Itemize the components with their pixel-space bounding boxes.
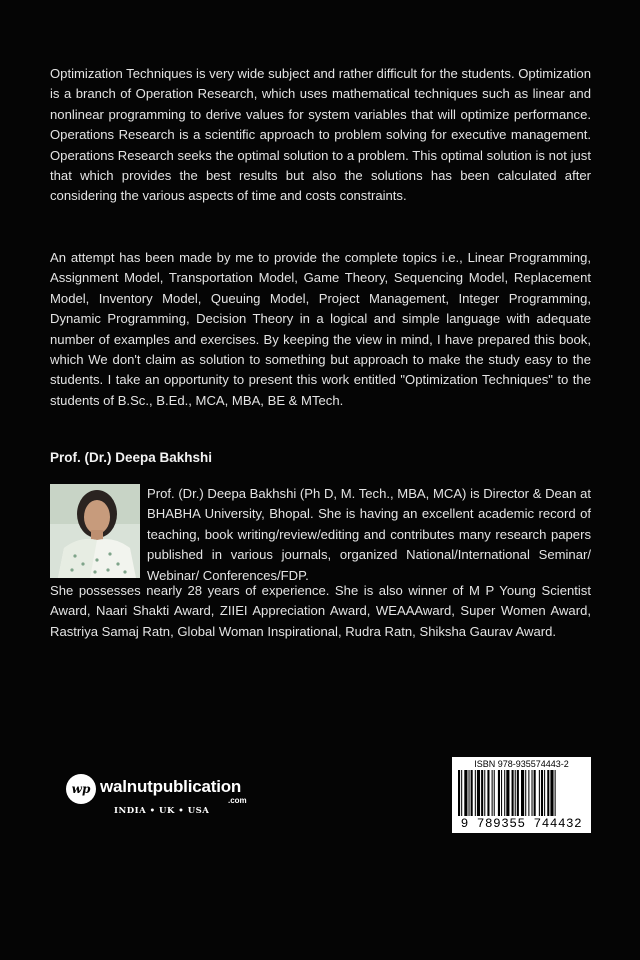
publisher-countries: INDIA • UK • USA <box>114 806 210 816</box>
author-name-heading: Prof. (Dr.) Deepa Bakhshi <box>50 450 213 465</box>
author-bio-part-2: She possesses nearly 28 years of experience. She is also winner of M P Young Scientist Award, Naari Shakti Award, ZIIEI Appreciation Award, WEAAAward, Super Women Award, Rastriya Samaj Ratn, Global Woman Inspirational, Rudra Ratn, Shiksha Gaurav Award. <box>50 583 591 639</box>
publisher-name: walnutpublication <box>100 777 242 796</box>
author-bio-part-1: Prof. (Dr.) Deepa Bakhshi (Ph D, M. Tech., MBA, MCA) is Director & Dean at BHABHA University, Bhopal. She is having an excellent academic record of teaching, book writing/review/editing and contributes many research papers published in various journals, organized National/International Seminar/ Webinar/ Conferences/FDP. <box>147 486 591 583</box>
barcode-digits: 9 789355 744432 <box>460 817 583 831</box>
walnut-logo-icon: wp <box>66 774 96 804</box>
publisher-logo <box>66 774 266 824</box>
blurb-paragraph-1: Optimization Techniques is very wide subject and rather difficult for the students. Optimization is a branch of Operation Research, which uses mathematical techniques such as linear and nonlinear programming to derive values for system variables that will optimize performance. Operations Research is a scientific approach to problem solving for executive management. Operations Research seeks the optimal solution to a problem. This optimal solution is not just that which provides the best results but also the solutions has been calculated after considering the various aspects of time and costs constraints. <box>50 66 591 204</box>
blurb-paragraph-2: An attempt has been made by me to provide the complete topics i.e., Linear Programming, Assignment Model, Transportation Model, Game Theory, Sequencing Model, Replacement Model, Inventory Model, Queuing Model, Project Management, Integer Programming, Dynamic Programming, Decision Theory in a logical and simple language with adequate number of examples and exercises. By keeping the view in mind, I have prepared this book, which We don't claim as solution to something but approach to make the study easy to the students. I take an opportunity to present this work entitled "Optimization Techniques" to the students of B.Sc., B.Ed., MCA, MBA, BE & MTech. <box>50 250 591 408</box>
barcode-bars <box>456 770 587 817</box>
author-photo <box>50 484 140 578</box>
isbn-label: ISBN 978-935574443-2 <box>474 759 569 769</box>
publisher-domain-suffix: .com <box>228 796 247 805</box>
isbn-barcode <box>452 757 591 833</box>
